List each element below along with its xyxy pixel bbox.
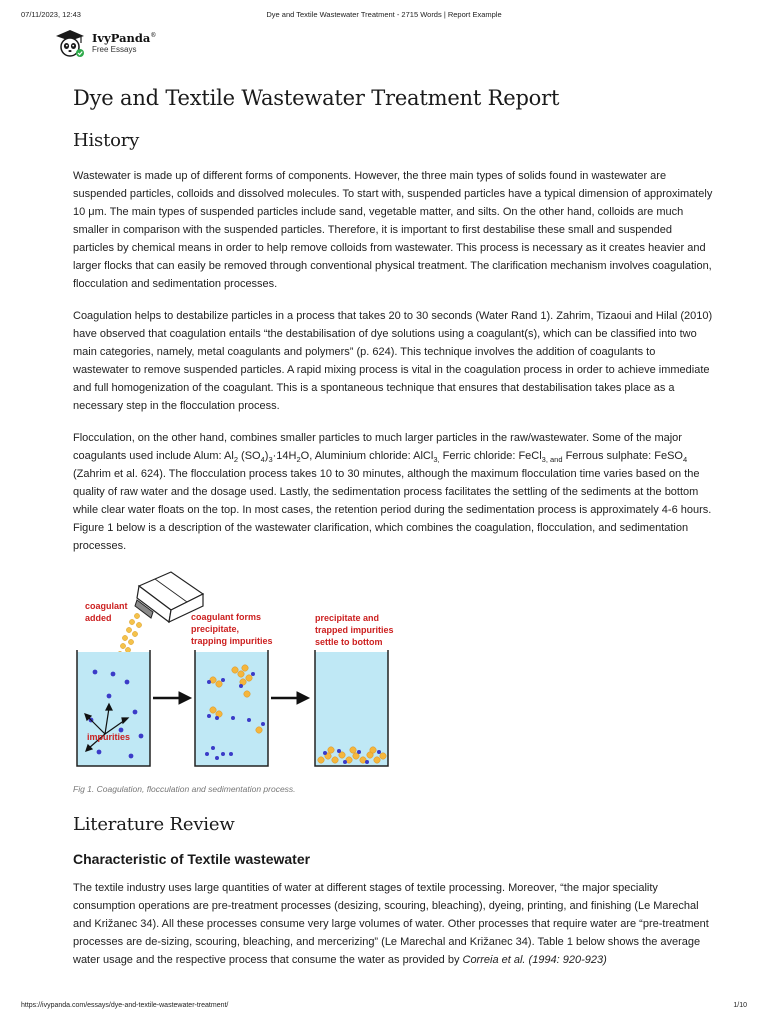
label-forms-1: coagulant forms — [191, 612, 262, 622]
ivypanda-logo[interactable] — [54, 28, 194, 58]
clarification-diagram — [73, 570, 413, 770]
textile-wastewater-subheading: Characteristic of Textile wastewater — [73, 851, 311, 867]
tank-flocculation — [195, 650, 268, 766]
clarification-process-figure — [73, 570, 413, 770]
print-url: https://ivypanda.com/essays/dye-and-textile-wastewater-treatment/ — [21, 1002, 229, 1009]
tank-sedimentation — [315, 650, 388, 766]
citation-correia: Correia et al. (1994: 920-923) — [462, 954, 607, 966]
label-settle-1: precipitate and — [315, 613, 380, 623]
label-forms-2: precipitate, — [191, 624, 240, 634]
label-settle-3: settle to bottom — [315, 637, 383, 647]
literature-paragraph-1: The textile industry uses large quantities of water at different stages of textile processing. Moreover, “the major speciality consumption operations are pre-treatment processes (desizing, scouring, bleaching), dyeing, printing, and finishing (Le Marechal and Križanec 34). All these processes consume very large volumes of water. Other processes that require water are “pre-treatment processes are de-sizing, scouring, bleaching, and mercerizing” (Le Marechal and Križanec 34). Table 1 below shows the average water usage and the respective process that consume the water as provided by Correia et al. (1994: 920-923) — [73, 882, 709, 966]
label-settle-2: trapped impurities — [315, 625, 394, 635]
tank-coagulation — [77, 650, 150, 766]
history-paragraph-3: Flocculation, on the other hand, combines smaller particles to much larger particles in the raw/wastewater. Some of the major coagulants used include Alum: $Al_2$ $(SO_4)_3\cdot 14H_2O$, Aluminium chloride: AlCl$_{3,}$ Ferric chloride: FeCl$_{3, and}$ Ferrous sulphate: FeSO$_4$ (Zahrim et al. 624). The flocculation process takes 10 to 30 minutes, although the maximum flocculation time varies based on the quality of raw water and the dosage used. Lastly, the sedimentation process facilitates the settling of the sediments at the bottom while clear water floats on the top. In most cases, the retention period during the sedimentation process is approximately 4-6 hours. Figure 1 below is a description of the wastewater clarification, which combines the coagulation, flocculation, and sedimentation processes. — [73, 432, 712, 552]
print-datetime: 07/11/2023, 12:43 — [21, 10, 81, 19]
history-paragraph-1: Wastewater is made up of different forms of components. However, the three main types of solids found in wastewater are suspended particles, colloids and dissolved molecules. To start with, suspended particles have a typical dimension of approximately 10 μm. The main types of suspended particles include sand, vegetable matter, and silts. On the other hand, colloids are much smaller in comparison with the suspended particles. Therefore, it is important to first destabilise these small and suspended particles by chemical means in order to help remove colloids from wastewater. This process is necessary as it creates heavier and larger flocks that can easily be removed through conventional physical treatment. The clarification mechanism involves coagulation, flocculation and sedimentation processes. — [73, 170, 713, 290]
history-paragraph-2: Coagulation helps to destabilize particles in a process that takes 20 to 30 seconds (Water Rand 1). Zahrim, Tizaoui and Hilal (2010) have observed that coagulation entails “the destabilisation of dye solutions using a coagulant(s), which can be classified into two main categories, namely, metal coagulants and polymers” (p. 624). This technique involves the addition of coagulants to wastewater to remove suspended particles. A rapid mixing process is vital in the coagulation process in order to achieve immediate and full homogenization of the coagulant. This is a spontaneous technique that ensures that destabilisation takes place as a necessary step in the flocculation process. — [73, 310, 713, 412]
literature-review-heading: Literature Review — [73, 814, 235, 835]
print-page-title: Dye and Textile Wastewater Treatment - 2715 Words | Report Example — [266, 10, 502, 19]
label-impurities: impurities — [87, 732, 131, 742]
print-header — [21, 10, 747, 22]
brand-tagline: Free Essays — [92, 45, 137, 54]
label-added: added — [85, 613, 112, 623]
coagulant-particles — [117, 613, 141, 656]
print-footer — [21, 1002, 747, 1014]
brand-name: IvyPanda® — [92, 31, 157, 45]
arrow-right-icon-2 — [271, 692, 309, 704]
figure-caption: Fig 1. Coagulation, flocculation and sedimentation process. — [73, 784, 296, 794]
label-coagulant: coagulant — [85, 601, 128, 611]
print-page-number: 1/10 — [733, 1002, 747, 1009]
arrow-right-icon-1 — [153, 692, 191, 704]
panda-logo-icon — [54, 28, 86, 58]
document-title: Dye and Textile Wastewater Treatment Report — [73, 86, 560, 110]
history-heading: History — [73, 130, 140, 151]
label-forms-3: trapping impurities — [191, 636, 273, 646]
